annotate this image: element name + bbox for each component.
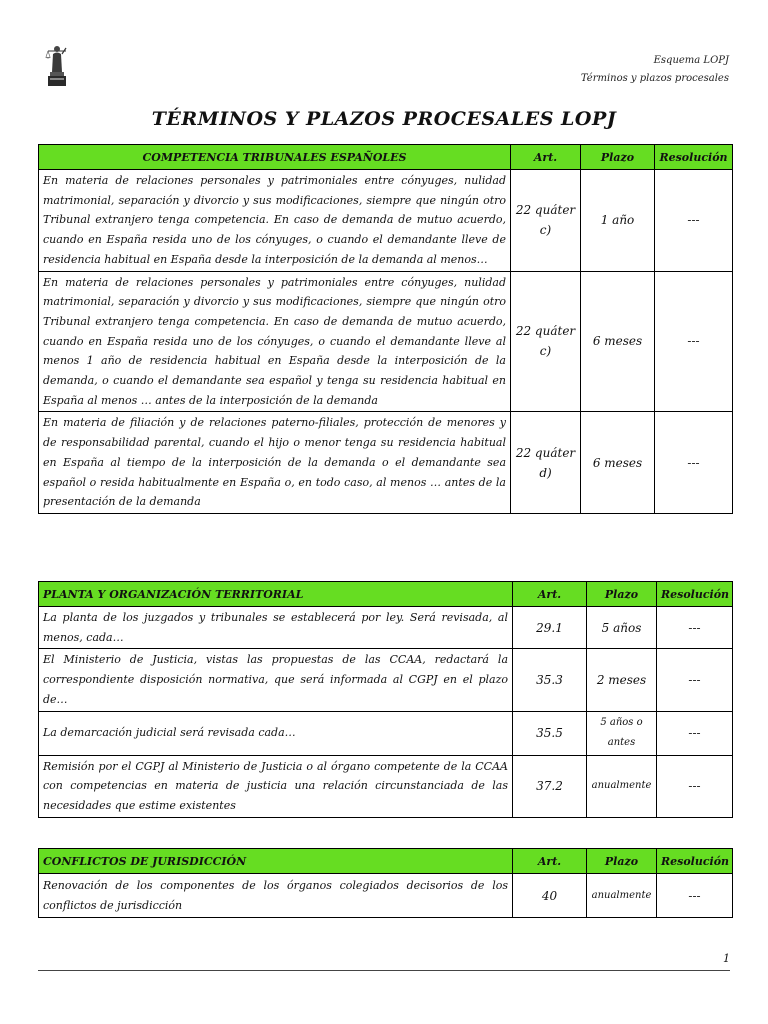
table-row (39, 607, 733, 649)
table-row (39, 711, 733, 755)
row-plazo: 5 años (587, 607, 657, 649)
row-plazo: 5 años o antes (587, 711, 657, 755)
planta-table (38, 581, 733, 818)
col-resolucion-header: Resolución (657, 849, 733, 874)
footer-divider (38, 970, 730, 971)
row-description: En materia de relaciones personales y patrimoniales entre cónyuges, nulidad matrimonial, separación y divorcio y sus modificaciones, siempre que ningún otro Tribunal extranjero tenga competencia. En caso de demanda de mutuo acuerdo, cuando en España resida uno de los cónyuges, o cuando el demandante lleve al menos 1 año de residencia habitual en España desde la interposición de la demanda, o cuando el demandante sea español y tenga su residencia habitual en España al menos … antes de la interposición de la demanda (39, 271, 511, 412)
row-plazo: 6 meses (581, 271, 655, 412)
justice-statue-logo-icon (44, 42, 70, 88)
row-resolucion: --- (657, 874, 733, 918)
col-plazo-header: Plazo (587, 582, 657, 607)
row-description: Remisión por el CGPJ al Ministerio de Justicia o al órgano competente de la CCAA con competencias en materia de justicia una relación circunstanciada de las necesidades que estime existentes (39, 755, 513, 817)
col-art-header: Art. (513, 582, 587, 607)
row-resolucion: --- (657, 607, 733, 649)
row-resolucion: --- (657, 755, 733, 817)
col-plazo-header: Plazo (581, 145, 655, 170)
col-art-header: Art. (511, 145, 581, 170)
row-plazo: anualmente (587, 874, 657, 918)
header-doc-subtitle: Términos y plazos procesales (580, 73, 729, 84)
row-art: 29.1 (513, 607, 587, 649)
document-header (581, 52, 729, 88)
row-art: 35.5 (513, 711, 587, 755)
row-plazo: 2 meses (587, 649, 657, 711)
col-art-header: Art. (513, 849, 587, 874)
col-plazo-header: Plazo (587, 849, 657, 874)
row-art: 40 (513, 874, 587, 918)
row-plazo: anualmente (587, 755, 657, 817)
row-resolucion: --- (657, 649, 733, 711)
table-row (39, 412, 733, 514)
section-heading: COMPETENCIA TRIBUNALES ESPAÑOLES (39, 145, 511, 170)
table-row (39, 874, 733, 918)
table-header-row (39, 849, 733, 874)
row-art: 22 quáter d) (511, 412, 581, 514)
row-description: Renovación de los componentes de los órganos colegiados decisorios de los conflictos de jurisdicción (39, 874, 513, 918)
table-row (39, 170, 733, 272)
header-doc-name: Esquema LOPJ (653, 55, 729, 66)
page-title: TÉRMINOS Y PLAZOS PROCESALES LOPJ (151, 108, 617, 130)
row-art: 22 quáter c) (511, 170, 581, 272)
row-resolucion: --- (655, 412, 733, 514)
row-art: 37.2 (513, 755, 587, 817)
row-resolucion: --- (655, 170, 733, 272)
competencia-table (38, 144, 733, 514)
row-plazo: 1 año (581, 170, 655, 272)
table-row (39, 271, 733, 412)
table-header-row (39, 582, 733, 607)
row-description: En materia de relaciones personales y patrimoniales entre cónyuges, nulidad matrimonial, separación y divorcio y sus modificaciones, siempre que ningún otro Tribunal extranjero tenga competencia. En caso de demanda de mutuo acuerdo, cuando en España resida uno de los cónyuges, o cuando el demandante lleve de residencia habitual en España desde la interposición de la demanda al menos… (39, 170, 511, 272)
table-header-row (39, 145, 733, 170)
row-plazo: 6 meses (581, 412, 655, 514)
row-art: 35.3 (513, 649, 587, 711)
conflictos-table (38, 848, 733, 918)
table-row (39, 649, 733, 711)
page-number: 1 (723, 952, 730, 965)
row-description: La demarcación judicial será revisada cada… (39, 711, 513, 755)
row-description: La planta de los juzgados y tribunales se establecerá por ley. Será revisada, al menos, cada… (39, 607, 513, 649)
col-resolucion-header: Resolución (657, 582, 733, 607)
table-row (39, 755, 733, 817)
col-resolucion-header: Resolución (655, 145, 733, 170)
section-heading: PLANTA Y ORGANIZACIÓN TERRITORIAL (39, 582, 513, 607)
row-resolucion: --- (655, 271, 733, 412)
row-art: 22 quáter c) (511, 271, 581, 412)
row-resolucion: --- (657, 711, 733, 755)
row-description: El Ministerio de Justicia, vistas las propuestas de las CCAA, redactará la correspondiente disposición normativa, que será informada al CGPJ en el plazo de… (39, 649, 513, 711)
row-description: En materia de filiación y de relaciones paterno-filiales, protección de menores y de responsabilidad parental, cuando el hijo o menor tenga su residencia habitual en España al tiempo de la interposición de la demanda o el demandante sea español o resida habitualmente en España o, en todo caso, al menos … antes de la presentación de la demanda (39, 412, 511, 514)
section-heading: CONFLICTOS DE JURISDICCIÓN (39, 849, 513, 874)
